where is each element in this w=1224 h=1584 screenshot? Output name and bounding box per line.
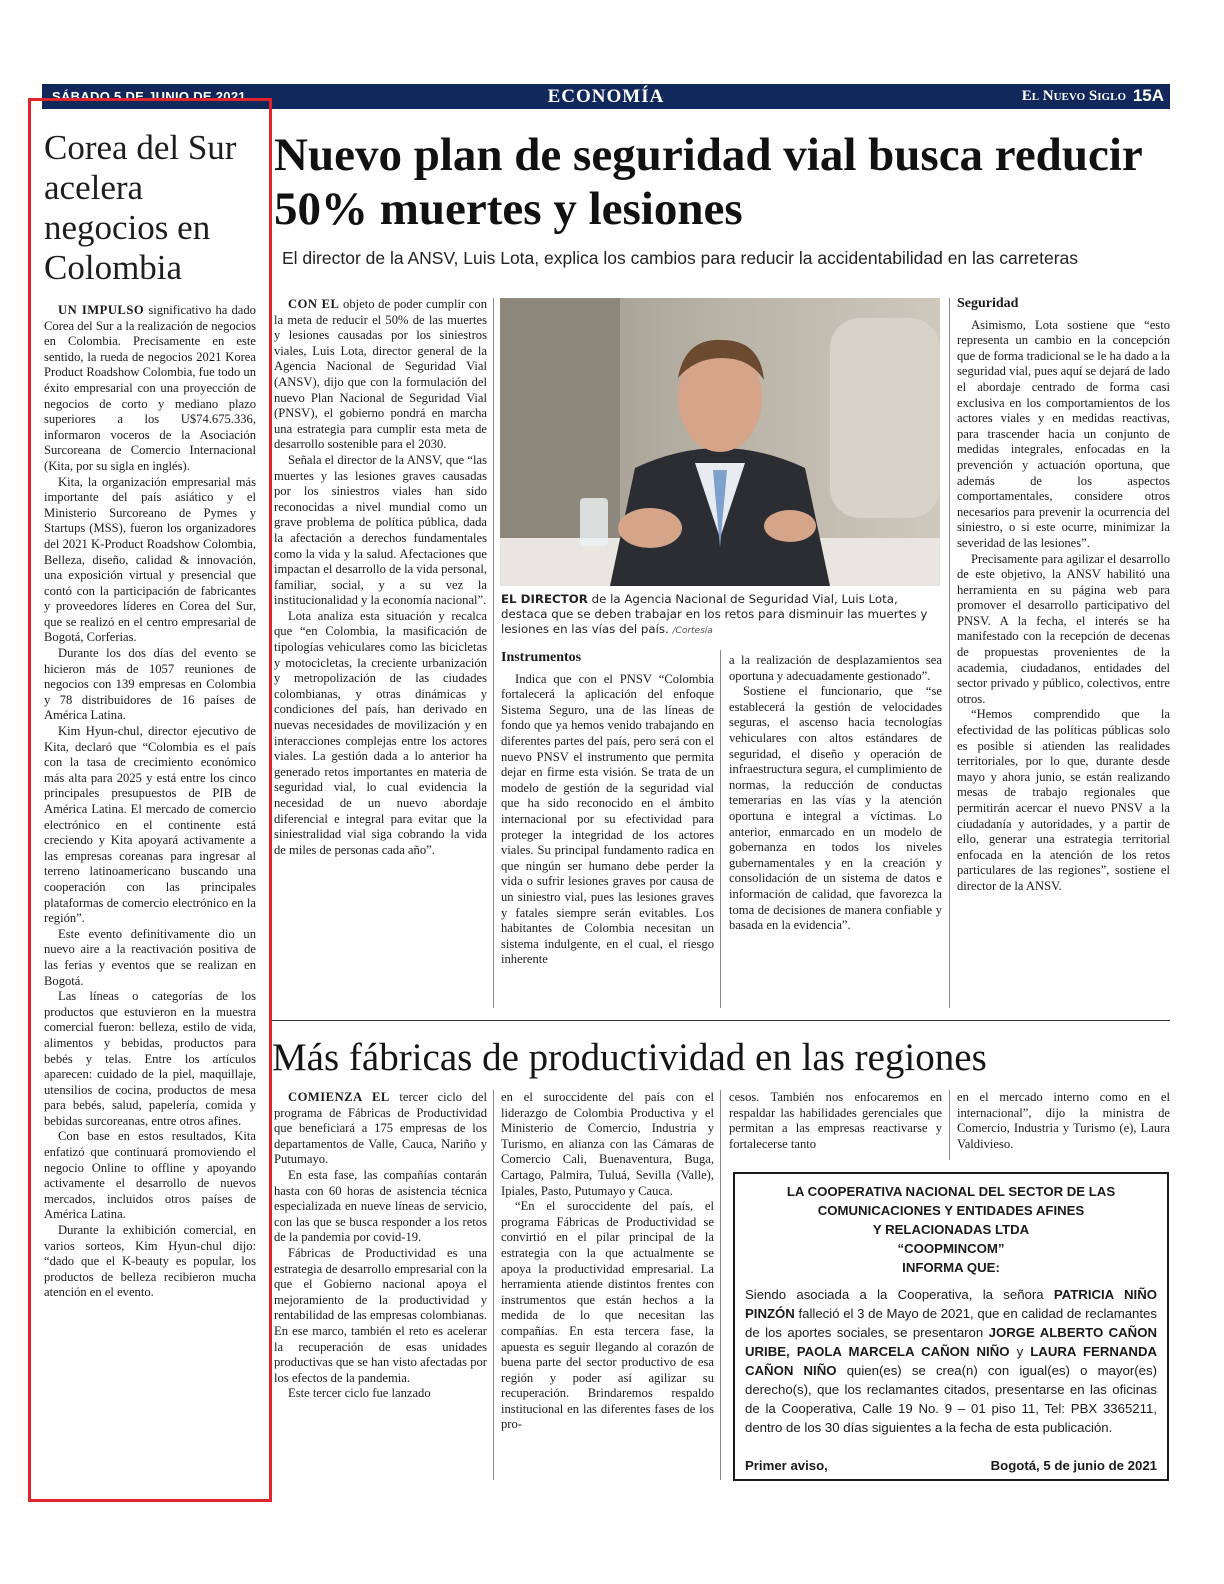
paragraph: Durante la exhibición comercial, en varios sorteos, Kim Hyun-chul dijo: “dado que el K-beauty es popular, los productos de belleza recibieron mucha atención en el evento. bbox=[44, 1223, 256, 1300]
column-divider bbox=[720, 1090, 721, 1480]
main-deck: El director de la ANSV, Luis Lota, explica los cambios para reducir la accidentabilidad en las carreteras bbox=[282, 248, 1079, 268]
paragraph: Durante los dos días del evento se hicieron más de 1057 reuniones de negocios con 139 empresas en Colombia y 78 distribuidores de 16 países de América Latina. bbox=[44, 646, 256, 723]
column-divider bbox=[949, 1090, 950, 1160]
column-divider bbox=[720, 650, 721, 1008]
second-col-1 bbox=[274, 1090, 487, 1402]
notice-name: JORGE ALBERTO CAÑON URIBE, PAOLA MARCELA CAÑON NIÑO bbox=[745, 1325, 1157, 1359]
paragraph: Este evento definitivamente dio un nuevo aire a la reactivación positiva de las ferias y eventos que se realizan en Bogotá. bbox=[44, 926, 256, 988]
caption-text: de la Agencia Nacional de Seguridad Vial, Luis Lota, destaca que se deben trabajar en los retos para disminuir las muertes y lesiones en las vías del país. bbox=[501, 592, 928, 636]
notice-title bbox=[735, 1182, 1167, 1277]
paragraph: cesos. También nos enfocaremos en respaldar las habilidades gerenciales que permitan a las empresas reactivarse y fortalecerse tanto bbox=[729, 1090, 942, 1151]
main-col-1 bbox=[274, 297, 487, 858]
section-divider bbox=[272, 1020, 1170, 1021]
paragraph bbox=[274, 1090, 487, 1168]
notice-title-line: Y RELACIONADAS LTDA bbox=[872, 1222, 1030, 1237]
cooperative-notice bbox=[733, 1172, 1169, 1481]
notice-name: LAURA FERNANDA CAÑON NIÑO bbox=[745, 1344, 1157, 1378]
notice-footer bbox=[745, 1458, 1157, 1473]
second-col-2 bbox=[501, 1090, 714, 1433]
second-col-3 bbox=[729, 1090, 942, 1152]
paragraph-text: significativo ha dado Corea del Sur a la realización de negocios en Colombia. Precisamente en este sentido, la rueda de negocios 2021 Korea Product Roadshow Colombia, fue todo un éxito empresarial con una proyección de negocios de corto y mediano plazo superiores a los U$74.675.336, informaron voceros de la Asociación Surcoreana de Comercio Internacional (Kita, por su sigla en inglés). bbox=[44, 303, 256, 473]
paragraph: “En el suroccidente del país, el programa Fábricas de Productividad se convirtió en el pilar principal de la estrategia con la que actualmente se apoya la productividad empresarial. La herramienta atiende distintos frentes con instrumentos que están hechos a la medida de lo que necesitan las compañías. En esta tercera fase, la apuesta es seguir llegando al corazón de buena parte del sector productivo de esa región y poder así agilizar su recuperación. Brindaremos respaldo institucional en las diferentes fases de los pro- bbox=[501, 1199, 714, 1432]
section-title: ECONOMÍA bbox=[547, 86, 665, 107]
caption-lead: EL DIRECTOR bbox=[501, 592, 588, 606]
subheading-seguridad: Seguridad bbox=[957, 296, 1019, 311]
lead-in: UN IMPULSO bbox=[58, 303, 145, 317]
paragraph: Fábricas de Productividad es una estrategia de desarrollo empresarial con la que el Gobierno nacional apoya el mejoramiento de la productividad y rentabilidad de las empresas colombianas. En ese marco, también el reto es acelerar la recuperación de esas unidades productivas que se han visto afectadas por los efectos de la pandemia. bbox=[274, 1245, 487, 1385]
notice-title-line: INFORMA QUE: bbox=[902, 1260, 1000, 1275]
paragraph: Indica que con el PNSV “Colombia fortalecerá la aplicación del enfoque Sistema Seguro, una de las líneas de fondo que ya hemos venido trabajando en diferentes partes del país, pero será con el nuevo PNSV el instrumento que permita dejar en firme esta visión. Se trata de un modelo de gestión de la seguridad vial que ha sido reconocido en el ámbito internacional por su efectividad para proteger la integridad de los actores viales. Su principal fundamento radica en que ningún ser humano debe perder la vida o sufrir lesiones graves por causa de un siniestro vial, pues las lesiones graves y fatales siempre serán evitables. Los habitantes de Colombia necesitan un sistema indulgente, en el cual, el riesgo inherente bbox=[501, 671, 714, 967]
notice-title-line: COMUNICACIONES Y ENTIDADES AFINES bbox=[817, 1203, 1085, 1218]
page-number: 15A bbox=[1132, 86, 1164, 105]
subheading-instrumentos: Instrumentos bbox=[501, 650, 582, 665]
notice-name: PATRICIA NIÑO PINZÓN bbox=[745, 1287, 1157, 1321]
notice-first-notice: Primer aviso, bbox=[745, 1458, 828, 1473]
column-divider bbox=[493, 298, 494, 1008]
paragraph: Kita, la organización empresarial más importante del país asiático y el Ministerio Surcoreano de Pymes y Startups (MSS), fueron los organizadores del 2021 K-Product Roadshow Colombia, Belleza, diseño, calidad & innovación, una exposición virtual y presencial que contó con la participación de fabricantes y proveedores líderes en Corea del Sur, que se realizó en el centro empresarial de Bogotá, Corferias. bbox=[44, 474, 256, 645]
notice-title-line: “COOPMINCOM” bbox=[897, 1241, 1005, 1256]
second-col-4 bbox=[957, 1090, 1170, 1152]
paragraph bbox=[274, 297, 487, 453]
column-divider bbox=[949, 298, 950, 1008]
notice-date: Bogotá, 5 de junio de 2021 bbox=[990, 1458, 1157, 1473]
paragraph: Asimismo, Lota sostiene que “esto representa un cambio en la concepción que de forma tradicional se le ha dado a la seguridad vial, pues aquí se dejará de lado el abordaje centrado de forma casi exclusiva en los comportamientos de los actores viales y en medidas reactivas, para trascender hacia un conjunto de medidas integrales, enfocadas en la prevención y actuación oportuna, que además de los aspectos comportamentales, considere otros necesarios para prevenir la ocurrencia del siniestro, o si este ocurre, minimizar la severidad de las lesiones”. bbox=[957, 317, 1170, 550]
second-headline: Más fábricas de productividad en las regiones bbox=[272, 1036, 987, 1079]
paragraph: Las líneas o categorías de los productos que estuvieron en la muestra comercial fueron: belleza, estilo de vida, alimentos y bebidas, productos para bebés y telas. Entre los artículos aparecen: cuidado de la piel, maquillaje, utensilios de cocina, productos de mesa para bebés, salud, papelería, comida y bebidas surcoreanas, entre otros afines. bbox=[44, 989, 256, 1128]
director-photo bbox=[500, 298, 940, 586]
newspaper-name: El Nuevo Siglo bbox=[1021, 88, 1126, 104]
notice-text: falleció el 3 de Mayo de 2021, que en calidad de reclamantes de los aportes sociales, se presentaron bbox=[745, 1306, 1157, 1340]
lead-in: CON EL bbox=[288, 297, 340, 311]
lead-in: COMIENZA EL bbox=[288, 1090, 390, 1104]
paragraph-text: objeto de poder cumplir con la meta de reducir el 50% de las muertes y lesiones causadas por los siniestros viales, Luis Lota, director general de la Agencia Nacional de Seguridad Vial (ANSV), dijo que con la formulación del nuevo Plan Nacional de Seguridad Vial (PNSV), el gobierno pondrá en marcha una estrategia para cumplir esta meta de desarrollo sostenible para el 2030. bbox=[274, 297, 487, 452]
paragraph: Lota analiza esta situación y recalca que “en Colombia, la masificación de tipologías vehiculares como las bicicletas y motocicletas, la creciente urbanización y metropolización de las ciudades colombianas, y otras dinámicas y condiciones del país, han derivado en nuevas necesidades de movilización y en interacciones complejas entre los actores viales. La gestión dada a lo anterior ha generado retos importantes en materia de seguridad vial, lo cual evidencia la necesidad de un nuevo abordaje diferencial e integral para evitar que la siniestralidad vial siga cobrando la vida de miles de personas cada año”. bbox=[274, 608, 487, 857]
left-article-headline: Corea del Sur acelera negocios en Colombia bbox=[44, 128, 237, 287]
notice-text: Siendo asociada a la Cooperativa, la señora bbox=[745, 1287, 1054, 1302]
paragraph: en el mercado interno como en el internacional”, dijo la ministra de Comercio, Industria y Turismo (e), Laura Valdivieso. bbox=[957, 1090, 1170, 1151]
main-col-4 bbox=[957, 296, 1170, 895]
paragraph: Con base en estos resultados, Kita enfatizó que continuará promoviendo el negocio Online to offline y apoyando activamente el desarrollo de nuevos mercados, incluidos otros países de América Latina. bbox=[44, 1129, 256, 1222]
photo-credit: /Cortesía bbox=[672, 626, 713, 636]
paragraph: Sostiene el funcionario, que “se establecerá la gestión de velocidades seguras, el ascenso hacia tecnologías vehiculares con altos estándares de seguridad, el diseño y operación de infraestructura segura, el cumplimiento de normas, la reducción de conductas temerarias en las vías y la atención oportuna e integral a víctimas. Lo anterior, enmarcado en un modelo de gobernanza en todos los niveles gubernamentales y en la creación y consolidación de un sistema de datos e información de calidad, que favorezca la toma de decisiones de manera confiable y basada en la evidencia”. bbox=[729, 684, 942, 933]
notice-title-line: LA COOPERATIVA NACIONAL DEL SECTOR DE LAS bbox=[786, 1184, 1116, 1199]
paragraph: a la realización de desplazamientos sea oportuna y adecuadamente gestionado”. bbox=[729, 653, 942, 683]
paragraph: Kim Hyun-chul, director ejecutivo de Kita, declaró que “Colombia es el país con la tasa de crecimiento económico más alta para 2025 y está entre los cinco principales presupuestos de PIB de América Latina. El mercado de comercio electrónico en el continente está creciendo y Kita apoyará activamente a las empresas coreanas para ingresar al terreno latinoamericano buscando una cooperación con las principales plataformas de comercio electrónico en la región”. bbox=[44, 724, 256, 926]
notice-text: quien(es) se crea(n) con igual(es) o mayor(es) derecho(s), que los reclamantes citados, presentarse en las oficinas de la Cooperativa, Calle 19 No. 9 – 01 piso 11, Tel: PBX 3365211, dentro de los 30 días siguientes a la fecha de esta publicación. bbox=[745, 1363, 1157, 1435]
paragraph bbox=[44, 303, 256, 475]
main-col-3 bbox=[729, 653, 942, 934]
column-divider bbox=[493, 1090, 494, 1480]
paragraph: en el suroccidente del país con el liderazgo de Colombia Productiva y el Ministerio de Comercio, Industria y Turismo, en alianza con las Cámaras de Comercio Cali, Buenaventura, Buga, Cartago, Palmira, Tuluá, Sevilla (Valle), Ipiales, Pasto, Putumayo y Cauca. bbox=[501, 1090, 714, 1198]
notice-text: y bbox=[1009, 1344, 1031, 1359]
paragraph: Señala el director de la ANSV, que “las muertes y las lesiones graves causadas por los siniestros viales han sido reconocidas a nivel mundial como un grave problema de política pública, dada la afectación a derechos fundamentales como la vida y la salud. Afectaciones que impactan el desarrollo de la vida personal, familiar, social, y a su vez la institucionalidad y la economía nacional”. bbox=[274, 452, 487, 608]
issue-date: SÁBADO 5 DE JUNIO DE 2021 bbox=[52, 89, 246, 104]
main-headline: Nuevo plan de seguridad vial busca reducir 50% muertes y lesiones bbox=[274, 129, 1142, 235]
main-col-2 bbox=[501, 650, 714, 968]
paragraph: En esta fase, las compañías contarán hasta con 60 horas de asistencia técnica especializada en nueve líneas de servicio, con las que se busca responder a los retos de la pandemia por covid-19. bbox=[274, 1167, 487, 1245]
left-article-body bbox=[44, 303, 256, 1301]
portrait-illustration bbox=[500, 298, 940, 586]
photo-caption bbox=[501, 592, 941, 639]
notice-body bbox=[745, 1285, 1157, 1437]
paragraph: Precisamente para agilizar el desarrollo de este objetivo, la ANSV habilitó una herramienta en su página web para promover el desarrollo participativo del PNSV. A la fecha, el interés se ha manifestado con la recepción de decenas de propuestas provenientes de la academia, ciudadanos, entidades del sector privado y público, colectivos, entre otros. bbox=[957, 551, 1170, 706]
paragraph-text: tercer ciclo del programa de Fábricas de Productividad que beneficiará a 175 empresas de los departamentos de Valle, Cauca, Nariño y Putumayo. bbox=[274, 1090, 487, 1167]
paragraph: “Hemos comprendido que la efectividad de las políticas públicas solo es posible si atienden las realidades territoriales, por lo que, durante desde mayo y ahora junio, se están realizando mesas de trabajo regionales que permitirán acercar el nuevo PNSV a la ciudadanía y autoridades, y a partir de ello, generar una estrategia territorial enfocada en la atención de los retos particulares de las regiones”, sostiene el director de la ANSV. bbox=[957, 707, 1170, 893]
paragraph: Este tercer ciclo fue lanzado bbox=[288, 1386, 431, 1401]
